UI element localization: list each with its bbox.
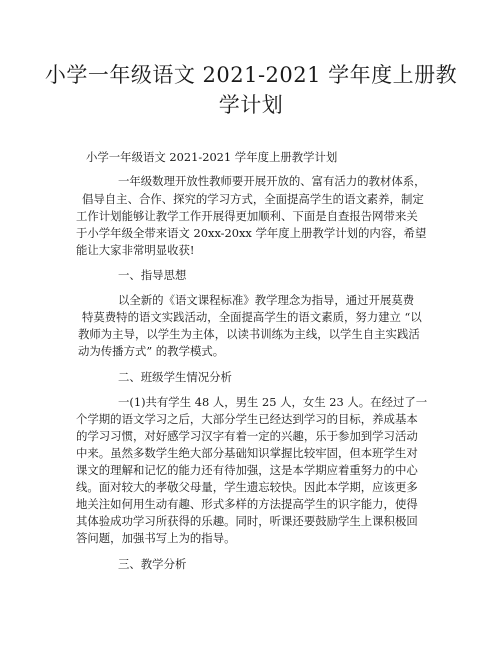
section2-line: 地关注如何用生动有趣、形式多样的方法提高学生的识字能力，使得: [76, 497, 418, 511]
intro-line: 一年级数理开放性教师要开展开放的、富有活力的教材体系，: [118, 174, 426, 188]
section2-line: 线。面对较大的孝敬父母量，学生遗忘较快。因此本学期，应该更多: [76, 480, 418, 494]
document-subtitle: 小学一年级语文 2021-2021 学年度上册教学计划: [86, 150, 338, 164]
intro-line: 工作计划能够让教学工作开展得更加顺利、下面是自查报告网带来关: [76, 209, 418, 223]
section1-line: 以全新的《语文课程标准》教学理念为指导，通过开展莫费: [118, 293, 415, 307]
section1-line: 动为传播方式” 的教学模式。: [78, 344, 225, 358]
title-line-1: 小学一年级语文 2021-2021 学年度上册教: [44, 63, 458, 87]
intro-line: 于小学年级全带来语文 20xx-20xx 学年度上册教学计划的内容，希望: [76, 226, 427, 240]
section2-line: 答问题，加强书写上为的指导。: [76, 531, 236, 545]
section-heading-guiding-ideology: 一、指导思想: [118, 268, 187, 282]
section2-line: 一(1)共有学生 48 人，男生 25 人，女生 23 人。在经过了一: [118, 395, 428, 409]
title-line-2: 学计划: [218, 93, 284, 117]
intro-line: 能让大家非常明显收获!: [76, 243, 195, 257]
section2-line: 的学习习惯，对好感学习汉字有着一定的兴趣，乐于参加到学习活动: [76, 429, 418, 443]
document-title: [40, 60, 462, 120]
section2-line: 中来。虽然多数学生绝大部分基础知识掌握比较牢固，但本班学生对: [76, 446, 418, 460]
section2-line: 个学期的语文学习之后，大部分学生已经达到学习的目标，养成基本: [76, 412, 418, 426]
section2-line: 其体验成功学习所获得的乐趣。同时，听课还要鼓励学生上课积极回: [76, 514, 418, 528]
section-heading-teaching-analysis: 三、教学分析: [118, 557, 187, 571]
intro-line: 倡导自主、合作、探究的学习方式，全面提高学生的语文素养，制定: [82, 192, 424, 206]
section1-line: 教师为主导，以学生为主体，以读书训练为主线，以学生自主实践活: [78, 327, 420, 341]
section2-line: 课文的理解和记忆的能力还有待加强，这是本学期应着重努力的中心: [76, 463, 418, 477]
section1-line: 特莫费特的语文实践活动，全面提高学生的语文素质，努力建立 “以: [82, 310, 422, 324]
section-heading-class-analysis: 二、班级学生情况分析: [118, 370, 232, 384]
